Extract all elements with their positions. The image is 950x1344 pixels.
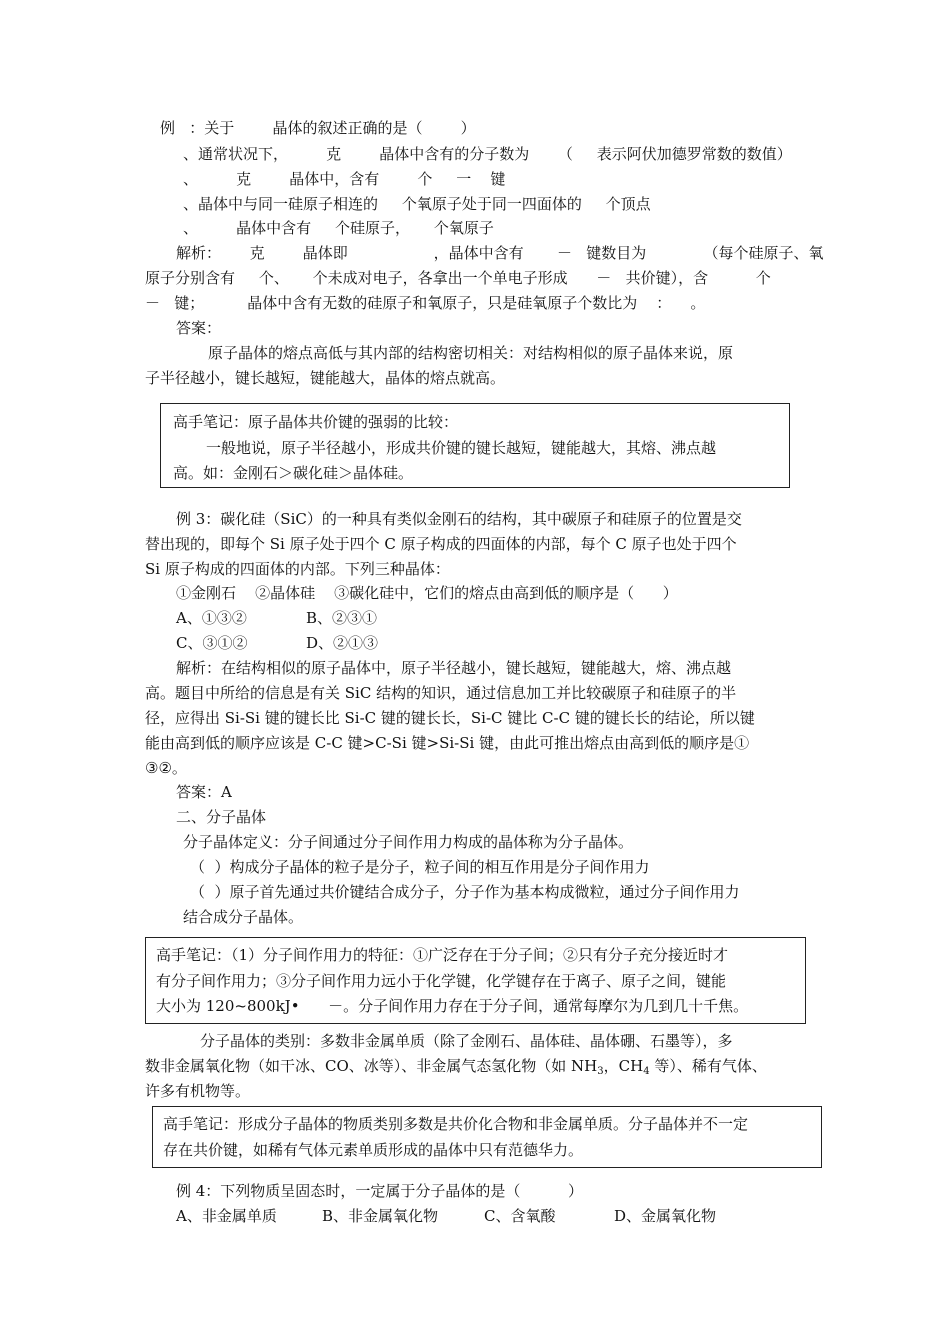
ex3-analysis-1: 解析：在结构相似的原子晶体中，原子半径越小，键长越短，键能越大，熔、沸点越 [176, 659, 732, 677]
ex4-option-c: C、含氧酸 [484, 1207, 556, 1225]
section-title-molecular-crystal: 二、分子晶体 [176, 808, 267, 826]
molecular-crystal-item-2a: （ ）原子首先通过共价键结合成分子，分子作为基本构成微粒，通过分子间作用力 [190, 883, 740, 901]
ex3-analysis-4: 能由高到低的顺序应该是 C-C 键>C-Si 键>Si-Si 键，由此可推出熔点由高到低的顺序是① [145, 734, 750, 752]
note3-line-1: 高手笔记：形成分子晶体的物质类别多数是共价化合物和非金属单质。分子晶体并不一定 [163, 1115, 749, 1133]
ex2-option-c: 、晶体中与同一硅原子相连的 个氧原子处于同一四面体的 个顶点 [183, 195, 651, 213]
ex2-analysis-2: 原子分别含有 个、 个未成对电子，各拿出一个单电子形成 － 共价键），含 个 [145, 269, 771, 287]
note2-line-2: 有分子间作用力；③分子间作用力远小于化学键，化学键存在于离子、原子之间，键能 [156, 972, 727, 990]
ex2-option-b: 、 克 晶体中，含有 个 一 键 [183, 170, 506, 188]
ex2-question: 例 ：关于 晶体的叙述正确的是（ ） [160, 119, 476, 137]
ex3-analysis-5: ③②。 [145, 759, 187, 777]
paragraph-atomic-melting-1: 原子晶体的熔点高低与其内部的结构密切相关：对结构相似的原子晶体来说，原 [208, 344, 734, 362]
ex2-analysis-1: 解析： 克 晶体即 ，晶体中含有 － 键数目为 （每个硅原子、氧 [176, 244, 824, 262]
ex3-line-3: Si 原子构成的四面体的内部。下列三种晶体： [145, 560, 450, 578]
note3-line-2: 存在共价键，如稀有气体元素单质形成的晶体中只有范德华力。 [163, 1141, 584, 1159]
molecular-crystal-item-1: （ ）构成分子晶体的粒子是分子，粒子间的相互作用是分子间作用力 [190, 858, 650, 876]
paragraph-atomic-melting-2: 子半径越小，键长越短，键能越大，晶体的熔点就高。 [145, 369, 506, 387]
molecular-crystal-types-3: 许多有机物等。 [145, 1082, 251, 1100]
note-box-covalent-bond-strength [160, 403, 790, 488]
note-box-intermolecular-force [145, 937, 806, 1024]
ex2-option-d: 、 晶体中含有 个硅原子， 个氧原子 [183, 219, 494, 237]
note2-line-1: 高手笔记：（1）分子间作用力的特征：①广泛存在于分子间；②只有分子充分接近时才 [156, 946, 729, 964]
molecular-crystal-item-2b: 结合成分子晶体。 [183, 908, 304, 926]
molecular-crystal-types-1: 分子晶体的类别：多数非金属单质（除了金刚石、晶体硅、晶体硼、石墨等），多 [200, 1032, 733, 1050]
ex3-question: ①金刚石 ②晶体硅 ③碳化硅中，它们的熔点由高到低的顺序是（ ） [176, 584, 678, 602]
ex2-analysis-3: － 键； 晶体中含有无数的硅原子和氧原子，只是硅氧原子个数比为 ： 。 [145, 294, 706, 312]
ex3-analysis-3: 径，应得出 Si-Si 键的键长比 Si-C 键的键长长，Si-C 键比 C-C 键的键长长的结论，所以键 [145, 709, 755, 727]
ex3-option-c: C、③①② [176, 634, 248, 652]
ex3-option-d: D、②①③ [306, 634, 379, 652]
ex3-option-b: B、②③① [306, 609, 378, 627]
ex4-question: 例 4：下列物质呈固态时，一定属于分子晶体的是（ ） [176, 1182, 583, 1200]
note2-line-3: 大小为 120~800kJ• －。分子间作用力存在于分子间，通常每摩尔为几到几十千焦。 [156, 997, 749, 1015]
ex3-analysis-2: 高。题目中所给的信息是有关 SiC 结构的知识，通过信息加工并比较碳原子和硅原子的半 [145, 684, 737, 702]
note1-line-3: 高。如：金刚石＞碳化硅＞晶体硅。 [173, 464, 414, 482]
note1-line-1: 高手笔记：原子晶体共价键的强弱的比较： [173, 413, 459, 431]
ex3-answer: 答案：A [176, 783, 232, 801]
note-box-molecular-crystal-categories [152, 1106, 822, 1168]
ex4-option-d: D、金属氧化物 [614, 1207, 717, 1225]
molecular-crystal-types-2: 数非金属氧化物（如干冰、CO、冰等）、非金属气态氢化物（如 $NH_3$，$CH_4$ 等）、稀有气体、 [145, 1057, 767, 1077]
ex3-option-a: A、①③② [176, 609, 247, 627]
ex3-line-2: 替出现的，即每个 Si 原子处于四个 C 原子构成的四面体的内部，每个 C 原子也处于四个 [145, 535, 737, 553]
ex4-option-b: B、非金属氧化物 [322, 1207, 439, 1225]
ex3-line-1: 例 3：碳化硅（SiC）的一种具有类似金刚石的结构，其中碳原子和硅原子的位置是交 [176, 510, 742, 528]
ex2-option-a: 、通常状况下， 克 晶体中含有的分子数为 （ 表示阿伏加德罗常数的数值） [183, 145, 792, 163]
ex2-answer: 答案： [176, 319, 222, 337]
note1-line-2: 一般地说，原子半径越小，形成共价键的键长越短，键能越大，其熔、沸点越 [206, 439, 717, 457]
molecular-crystal-definition: 分子晶体定义：分子间通过分子间作用力构成的晶体称为分子晶体。 [183, 833, 634, 851]
ex4-option-a: A、非金属单质 [176, 1207, 277, 1225]
